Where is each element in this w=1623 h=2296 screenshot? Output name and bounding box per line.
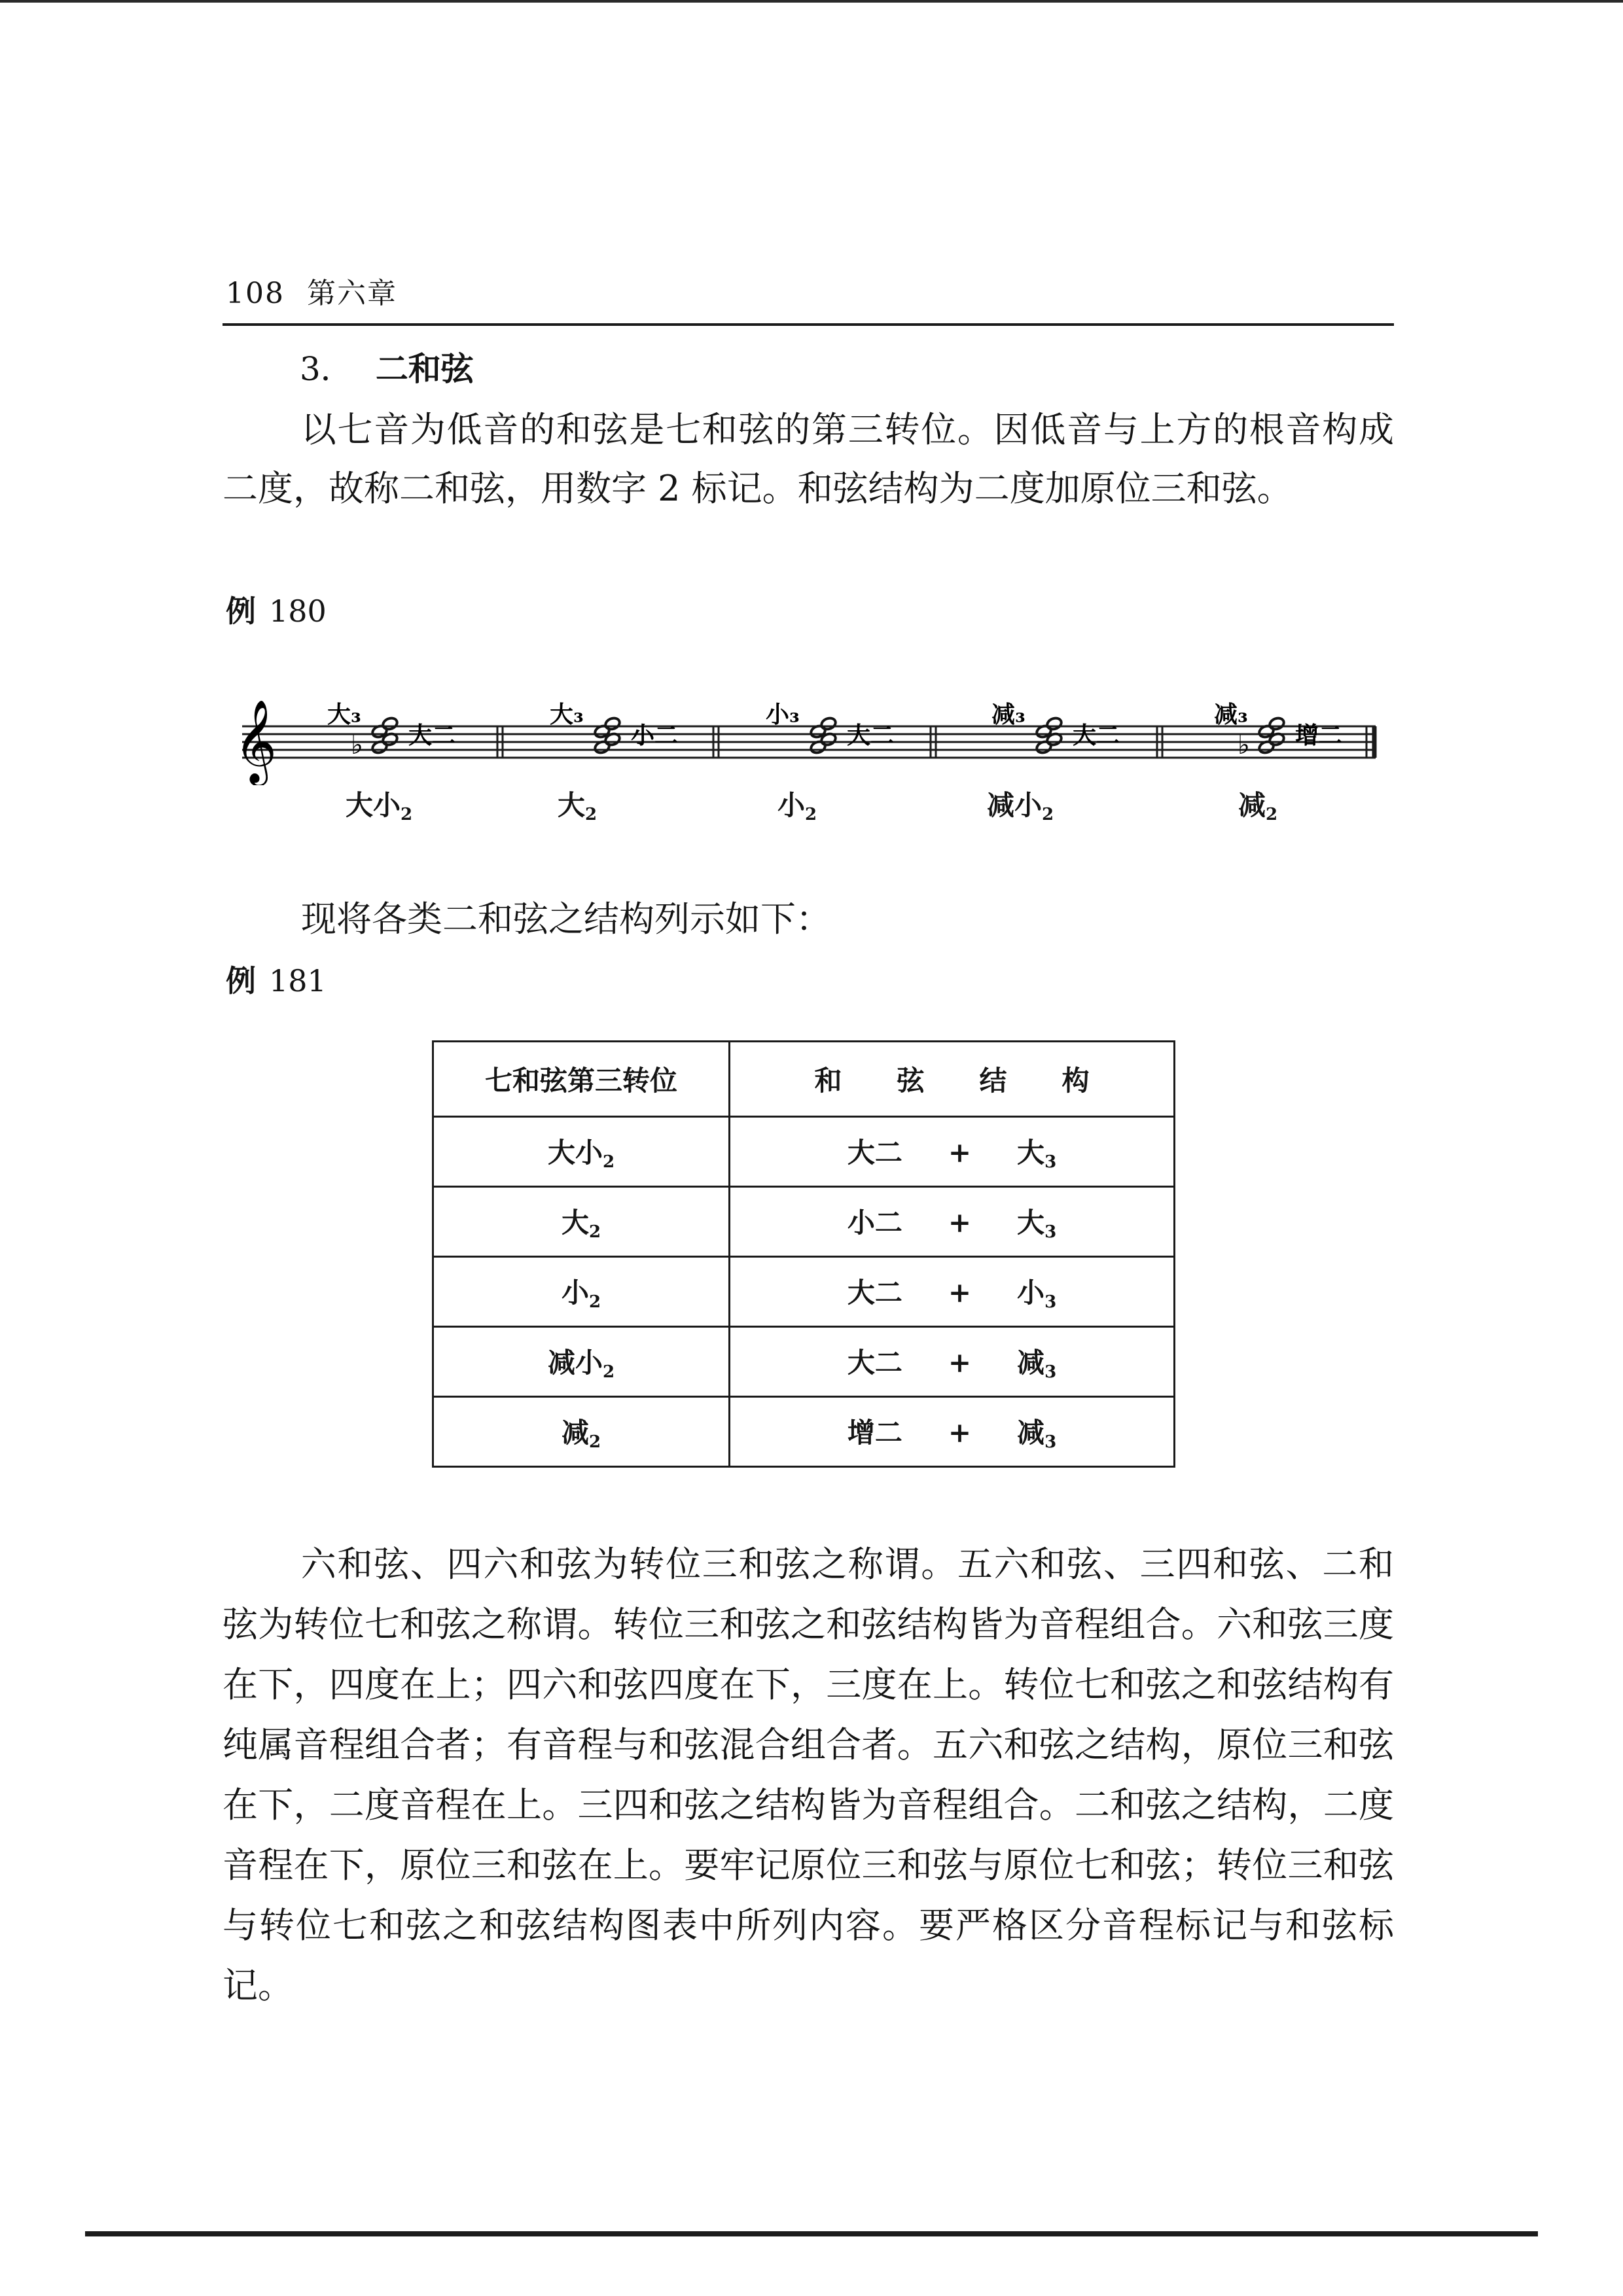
note-head — [382, 716, 399, 732]
chord-notes — [1214, 701, 1342, 760]
row-chord-name: 大小$_2$ — [433, 1117, 730, 1187]
triad-quality-label: 小₃ — [766, 701, 800, 728]
running-header — [226, 270, 397, 311]
example-180-number: 180 — [269, 593, 327, 629]
row-chord-name: 减小$_2$ — [433, 1327, 730, 1397]
row-structure: 大二 + 小$_3$ — [730, 1257, 1175, 1327]
flat-icon: ♭ — [1238, 730, 1250, 760]
summary-paragraph — [223, 1534, 1394, 2016]
table-row — [433, 1397, 1175, 1467]
triad-quality-label: 减₃ — [1214, 701, 1248, 728]
interval-label: 小二 — [631, 722, 679, 749]
chord-notes — [766, 701, 894, 754]
row-chord-name: 小$_2$ — [433, 1257, 730, 1327]
section-title: 二和弦 — [375, 349, 474, 388]
note-head — [604, 716, 621, 732]
treble-clef-icon: 𝄞 — [234, 699, 277, 783]
table-row — [433, 1117, 1175, 1187]
header-inversion: 七和弦第三转位 — [433, 1042, 730, 1117]
triad-quality-label: 大₃ — [550, 701, 584, 728]
table-lead-sentence: 现将各类二和弦之结构列示如下： — [301, 898, 831, 940]
section-index: 3． — [300, 350, 353, 388]
intro-paragraph — [223, 400, 1394, 518]
note-head — [1258, 740, 1275, 755]
table-row — [433, 1257, 1175, 1327]
table-header-row — [433, 1042, 1175, 1117]
chord-name-diminished-2: 减$_2$ — [1238, 789, 1278, 824]
row-structure: 大二 + 减$_3$ — [730, 1327, 1175, 1397]
table-row — [433, 1187, 1175, 1257]
triad-quality-label: 减₃ — [991, 701, 1026, 728]
row-structure: 小二 + 大$_3$ — [730, 1187, 1175, 1257]
flat-icon: ♭ — [351, 730, 363, 760]
chord-structure-table — [432, 1040, 1175, 1468]
page-number: 108 — [226, 277, 285, 310]
note-head — [820, 716, 837, 732]
table-row — [433, 1327, 1175, 1397]
intro-paragraph-text: 以七音为低音的和弦是七和弦的第三转位。因低音与上方的根音构成二度，故称二和弦，用数字 2 标记。和弦结构为二度加原位三和弦。 — [223, 409, 1394, 509]
example-181-number: 181 — [269, 963, 327, 998]
chord-notes-layer — [229, 674, 1387, 785]
interval-label: 大二 — [408, 722, 456, 749]
note-head — [810, 740, 827, 755]
note-head — [1035, 740, 1052, 755]
note-head — [1046, 716, 1063, 732]
chord-name-diminished-minor-2: 减小$_2$ — [987, 789, 1054, 824]
row-chord-name: 大$_2$ — [433, 1187, 730, 1257]
chord-name-major-minor-2: 大小$_2$ — [346, 789, 413, 824]
interval-label: 大二 — [847, 722, 895, 749]
interval-label: 增二 — [1295, 722, 1343, 749]
top-border-line — [0, 0, 1623, 3]
bottom-scan-line — [85, 2231, 1538, 2236]
example-181-label: 例 181 — [226, 963, 327, 998]
row-chord-name: 减$_2$ — [433, 1397, 730, 1467]
chord-notes — [550, 701, 678, 754]
chapter-title: 第六章 — [306, 277, 397, 310]
summary-paragraph-text: 六和弦、四六和弦为转位三和弦之称谓。五六和弦、三四和弦、二和弦为转位七和弦之称谓。转位三和弦之和弦结构皆为音程组合。六和弦三度在下，四度在上；四六和弦四度在下，三度在上。转位七和弦之和弦结构有纯属音程组合者；有音程与和弦混合组合者。五六和弦之结构，原位三和弦在下，二度音程在上。三四和弦之结构皆为音程组合。二和弦之结构，二度音程在下，原位三和弦在上。要牢记原位三和弦与原位七和弦；转位三和弦与转位七和弦之和弦结构图表中所列内容。要严格区分音程标记与和弦标记。 — [223, 1544, 1394, 2006]
row-structure: 大二 + 大$_3$ — [730, 1117, 1175, 1187]
note-head — [1268, 716, 1285, 732]
row-structure: 增二 + 减$_3$ — [730, 1397, 1175, 1467]
chord-notes — [327, 701, 455, 760]
interval-label: 大二 — [1073, 722, 1120, 749]
chord-name-major-2: 大$_2$ — [558, 789, 597, 824]
note-head — [594, 740, 611, 755]
triad-quality-label: 大₃ — [327, 701, 361, 728]
chord-notes — [991, 701, 1120, 754]
chord-name-minor-2: 小$_2$ — [777, 789, 817, 824]
note-head — [371, 740, 388, 755]
example-180-label: 例 180 — [226, 593, 327, 629]
section-heading — [300, 343, 474, 390]
header-rule — [223, 323, 1394, 326]
header-structure: 和 弦 结 构 — [730, 1042, 1175, 1117]
